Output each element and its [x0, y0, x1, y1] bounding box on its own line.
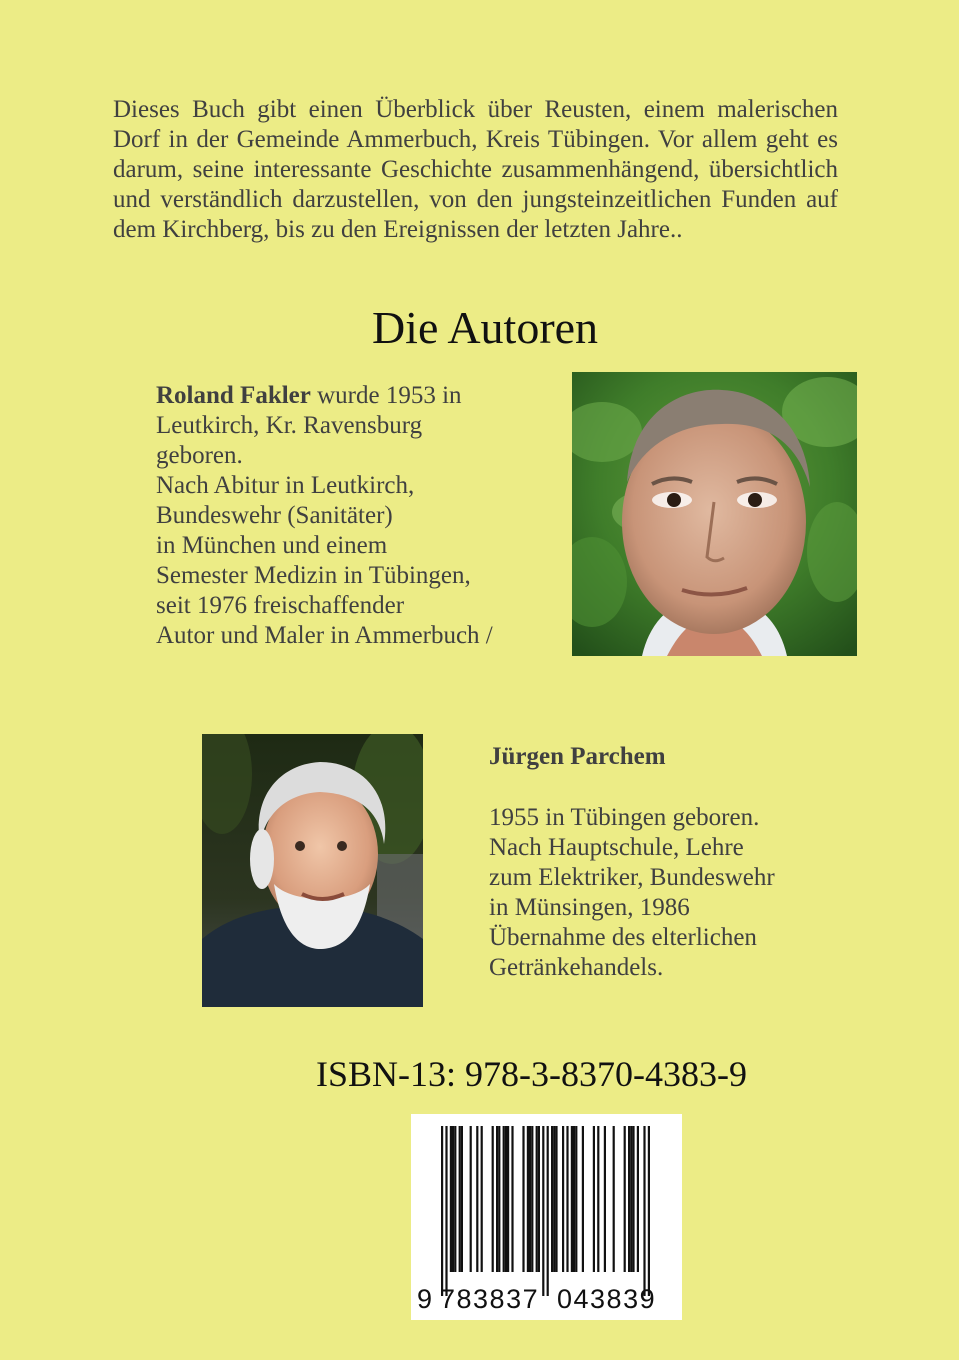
barcode-right-group: 043839 — [557, 1284, 657, 1314]
author2-name: Jürgen Parchem — [489, 743, 666, 770]
author1-bio-line: in München und einem — [156, 532, 388, 559]
author2-bio-line: 1955 in Tübingen geboren. — [489, 804, 760, 831]
author1-bio-line: Semester Medizin in Tübingen, — [156, 562, 471, 589]
barcode-bar — [630, 1126, 632, 1272]
barcode-left-group: 783837 — [440, 1284, 540, 1314]
barcode-bar — [604, 1126, 606, 1272]
barcode-guard-bar — [542, 1126, 544, 1296]
barcode-bar — [492, 1126, 494, 1272]
barcode-bar — [452, 1126, 454, 1272]
barcode-bar — [597, 1126, 599, 1272]
author1-bio-line: seit 1976 freischaffender — [156, 592, 405, 619]
barcode-bar — [454, 1126, 456, 1272]
barcode-bar — [632, 1126, 634, 1272]
author1-bio-line: Autor und Maler in Ammerbuch / — [156, 622, 493, 649]
author1-bio-line: Bundeswehr (Sanitäter) — [156, 502, 393, 529]
author1-bio-line: wurde 1953 in — [310, 382, 462, 409]
barcode-bar — [461, 1126, 463, 1272]
author1-name: Roland Fakler — [156, 382, 311, 409]
barcode-guard-bar — [441, 1126, 443, 1296]
author2-bio-line: Übernahme des elterlichen — [489, 924, 757, 951]
author2-bio-line: Getränkehandels. — [489, 954, 664, 981]
author2-bio-line: Nach Hauptschule, Lehre — [489, 834, 744, 861]
barcode-first-digit: 9 — [417, 1284, 433, 1314]
barcode-bar — [566, 1126, 568, 1272]
barcode-bar — [505, 1126, 507, 1272]
author1-bio-line: Leutkirch, Kr. Ravensburg — [156, 412, 423, 439]
barcode-bar — [571, 1126, 573, 1272]
barcode-bar — [476, 1126, 478, 1272]
barcode-bar — [613, 1126, 615, 1272]
barcode-bar — [450, 1126, 452, 1272]
barcode-bar — [459, 1126, 461, 1272]
barcode-bar — [481, 1126, 483, 1272]
barcode-bar — [527, 1126, 529, 1272]
barcode-bar — [522, 1126, 524, 1272]
barcode-bar — [551, 1126, 553, 1272]
barcode-bar — [498, 1126, 500, 1272]
barcode-digits — [411, 1284, 682, 1314]
barcode-bar — [553, 1126, 555, 1272]
barcode-bar — [582, 1126, 584, 1272]
author1-bio-line: Nach Abitur in Leutkirch, — [156, 472, 415, 499]
isbn-label: ISBN-13: 978-3-8370-4383-9 — [316, 1054, 747, 1094]
barcode-guard-bar — [648, 1126, 650, 1296]
barcode-bar — [593, 1126, 595, 1272]
author2-bio-line: zum Elektriker, Bundeswehr — [489, 864, 775, 891]
author1-bio — [156, 381, 556, 651]
barcode-bar — [562, 1126, 564, 1272]
author2-bio — [489, 803, 829, 983]
barcode-guard-bar — [547, 1126, 549, 1296]
authors-heading: Die Autoren — [371, 302, 599, 353]
barcode-bar — [637, 1126, 639, 1272]
barcode-bar — [555, 1126, 557, 1272]
barcode-bar — [573, 1126, 575, 1272]
barcode-bar — [628, 1126, 630, 1272]
barcode — [411, 1114, 682, 1320]
barcode-bar — [511, 1126, 513, 1272]
author2-photo — [202, 734, 423, 1007]
barcode-bar — [575, 1126, 577, 1272]
barcode-bar — [531, 1126, 533, 1272]
book-description: Dieses Buch gibt einen Überblick über Reusten, einem malerischen Dorf in der Gemeinde Ammerbuch, Kreis Tübingen. Vor allem geht es darum, seine interessante Geschichte zusammenhängend, übersichtlich und verständlich darzustellen, von den jungsteinzeitlichen Funden auf dem Kirchberg, bis zu den Ereignissen der letzten Jahre.. — [113, 96, 838, 243]
author2-bio-line: in Münsingen, 1986 — [489, 894, 690, 921]
barcode-guard-bar — [643, 1126, 645, 1296]
barcode-bar — [538, 1126, 540, 1272]
barcode-bar — [503, 1126, 505, 1272]
barcode-bar — [624, 1126, 626, 1272]
barcode-bar — [507, 1126, 509, 1272]
barcode-guard-bar — [445, 1126, 447, 1296]
barcode-bar — [536, 1126, 538, 1272]
barcode-bar — [470, 1126, 472, 1272]
barcode-bar — [529, 1126, 531, 1272]
author1-photo — [572, 372, 857, 656]
barcode-bar — [496, 1126, 498, 1272]
author1-bio-line: geboren. — [156, 442, 243, 469]
